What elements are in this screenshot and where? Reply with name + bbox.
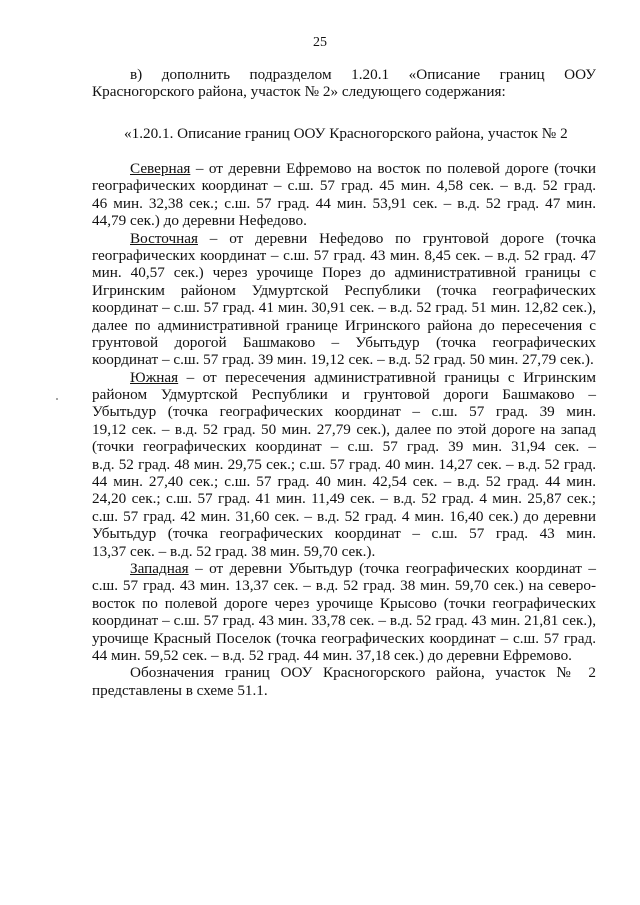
- paragraph-line: урочище Красный Поселок (точка географических координат – с.ш. 57 град.: [92, 629, 596, 647]
- south-boundary-term: Южная: [130, 368, 179, 386]
- paragraph-line: координат – с.ш. 57 град. 41 мин. 30,91 сек. – в.д. 52 град. 51 мин. 12,82 сек.),: [92, 299, 596, 317]
- paragraph-line: географических координат – с.ш. 57 град. 45 мин. 4,58 сек. – в.д. 52 град.: [92, 177, 596, 195]
- paragraph-line: 19,12 сек. – в.д. 52 град. 50 мин. 27,79 сек.), далее по этой дороге на запад: [92, 420, 596, 438]
- paragraph-line: Убытьдур (точка географических координат – с.ш. 57 град. 39 мин.: [92, 403, 596, 421]
- paragraph-text: – от деревни Ефремово на восток по полевой дороге (точки: [190, 160, 596, 177]
- paragraph-line: географических координат – с.ш. 57 град. 43 мин. 8,45 сек. – в.д. 52 град. 47: [92, 246, 596, 264]
- section-heading: «1.20.1. Описание границ ООУ Красногорского района, участок № 2: [124, 125, 568, 142]
- intro-paragraph: [92, 66, 596, 101]
- paragraph-line: 13,37 сек. – в.д. 52 град. 38 мин. 59,70 сек.).: [92, 542, 376, 560]
- paragraph-line: восток по полевой дороге через урочище Крысово (точки географических: [92, 594, 596, 612]
- paragraph-line: координат – с.ш. 57 град. 39 мин. 19,12 сек. – в.д. 52 град. 50 мин. 27,79 сек.).: [92, 351, 594, 369]
- paragraph-line: [92, 160, 596, 177]
- paragraph-line: координат – с.ш. 57 град. 43 мин. 33,78 сек. – в.д. 52 град. 43 мин. 21,81 сек.),: [92, 612, 596, 630]
- paragraph-line: Обозначения границ ООУ Красногорского района, участок № 2: [130, 664, 596, 682]
- paragraph-text: – от деревни Убытьдур (точка географических координат –: [188, 559, 596, 577]
- paragraph-line: с.ш. 57 град. 42 мин. 31,60 сек. – в.д. 52 град. 4 мин. 16,40 сек.) до деревни: [92, 507, 596, 525]
- paragraph-line: 44 мин. 59,52 сек. – в.д. 52 град. 44 мин. 37,18 сек.) до деревни Ефремово.: [92, 646, 572, 664]
- paragraph-line: далее по административной границе Игринского района до пересечения с: [92, 316, 596, 334]
- paragraph-line: [92, 230, 596, 247]
- paragraph-line: Убытьдур (точка географических координат – с.ш. 57 град. 43 мин.: [92, 525, 596, 543]
- intro-line: в) дополнить подразделом 1.20.1 «Описание границ ООУ: [130, 66, 596, 83]
- paragraph-line: мин. 40,57 сек.) через урочище Порез до административной границы с: [92, 264, 596, 282]
- section-body: [92, 160, 596, 699]
- paragraph-line: Игринским районом Удмуртской Республики (точка географических: [92, 281, 596, 299]
- paragraph-line: 44,79 сек.) до деревни Нефедово.: [92, 212, 307, 230]
- paragraph-line: 44 мин. 27,40 сек.; с.ш. 57 град. 40 мин. 42,54 сек. – в.д. 52 град. 44 мин.: [92, 473, 596, 491]
- paragraph-text: – от деревни Нефедово по грунтовой дороге (точка: [197, 229, 596, 247]
- paragraph-line: районом Удмуртской Республики и грунтовой дороги Башмаково –: [92, 386, 596, 404]
- paragraph-line: в.д. 52 град. 48 мин. 29,75 сек.; с.ш. 57 град. 40 мин. 14,27 сек. – в.д. 52 град.: [92, 455, 596, 473]
- west-boundary-paragraph: [92, 560, 596, 664]
- page-number: 25: [313, 35, 327, 50]
- north-boundary-term: Северная: [130, 160, 191, 177]
- paragraph-line: 46 мин. 32,38 сек.; с.ш. 57 град. 44 мин. 53,91 сек. – в.д. 52 град. 47 мин.: [92, 194, 596, 212]
- south-boundary-paragraph: [92, 369, 596, 560]
- paragraph-line: представлены в схеме 51.1.: [92, 681, 268, 699]
- intro-line: Красногорского района, участок № 2» следующего содержания:: [92, 83, 506, 101]
- west-boundary-term: Западная: [130, 559, 189, 577]
- paragraph-line: (точки географических координат – с.ш. 57 град. 39 мин. 31,94 сек. –: [92, 438, 596, 456]
- paragraph-line: грунтовой дорогой Башмаково – Убытьдур (точка географических: [92, 333, 596, 351]
- north-boundary-paragraph: [92, 160, 596, 230]
- paragraph-line: [92, 369, 596, 386]
- paragraph-line: с.ш. 57 град. 43 мин. 13,37 сек. – в.д. 52 град. 38 мин. 59,70 сек.) на северо-: [92, 577, 596, 595]
- paragraph-line: [92, 560, 596, 577]
- scan-speck: [56, 398, 58, 400]
- paragraph-text: – от пересечения административной границы с Игринским: [178, 368, 596, 386]
- designation-paragraph: [92, 664, 596, 699]
- east-boundary-paragraph: [92, 230, 596, 369]
- east-boundary-term: Восточная: [130, 229, 198, 247]
- paragraph-line: 24,20 сек.; с.ш. 57 град. 41 мин. 11,49 сек. – в.д. 52 град. 4 мин. 25,87 сек.;: [92, 490, 596, 508]
